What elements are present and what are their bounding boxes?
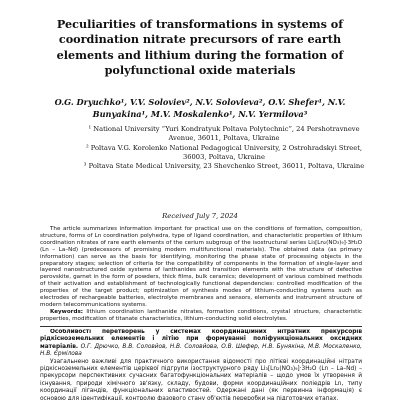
uk-title: Особливості перетворень у системах координаційних нітратних прекурсорів рідкісноземельних елементів і літію при формуванні поліфункціональних оксидних матеріалів. <box>40 329 362 350</box>
abstract-text: The article summarizes information important for practical use on the conditions of formation, composition, structure, forms of Ln coordination polyhedra, type of ligand coordination, and characteristic properties of lithium coordination nitrates of rare earth elements of the cerium subgroup of the isostructural series Li₃[Ln₂(NO₃)₉]·3H₂O (Ln – La–Nd) (predecessors of promising modern multifunctional materials). The obtained data (as primary information) can serve as the basis for identifying, monitoring the phase state of processing objects in the preparatory stages; selection of criteria for the compatibility of components in the formation of single-layer and layered nanostructured oxide systems of lanthanides and transition elements with the structure of defective perovskite, garnet in the form of powders, thick films, bulk ceramics; development of various combined methods of their activation and establishment of technologically functional dependencies: controlled modification of the properties of the target product; optimization of synthesis modes of lithium-conducting systems such as electrodes of rechargeable batteries, electrolyte membranes and sensors, elements and instrument structure of modern telecommunications systems. <box>40 226 362 308</box>
author-list: O.G. Dryuchko¹, V.V. Soloviev², N.V. Solovieva², O.V. Shefer¹, N.V. Bunyakina¹, M.V. Moskalenko¹, N.V. Yermilova³ <box>54 97 346 119</box>
received-date: Received July 7, 2024 <box>162 212 238 220</box>
ukrainian-abstract <box>40 329 362 400</box>
uk-heading <box>40 329 362 359</box>
affiliation-1: ¹ National University “Yuri Kondratyuk Poltava Polytechnic”, 24 Pershotravneve Avenue, 36011, Poltava, Ukraine <box>88 125 360 143</box>
affiliation-2: ² Poltava V.G. Korolenko National Pedagogical University, 2 Ostrohradskyi Street, 36003, Poltava, Ukraine <box>85 143 363 161</box>
abstract <box>40 226 362 323</box>
affiliation-3: ³ Poltava State Medical University, 23 Shevchenko Street, 36011, Poltava, Ukraine <box>83 162 365 171</box>
keywords-label: Keywords: <box>50 308 84 315</box>
keywords-text: lithium coordination lanthanide nitrates, formation conditions, crystal structure, characteristic properties, modification of titanate characteristics, lithium-conducting solid electrolytes. <box>40 308 362 322</box>
uk-abstract-text: Узагальнено важливі для практичного використання відомості про літієві координаційні нітрати рідкісноземельних елементів церієвої підгрупи ізоструктурного ряду Li₃[Ln₂(NO₃)₉]·3H₂O (Ln – La–Nd) – прекурсори перспективних сучасних багатофункціональних матеріалів – щодо умов їх утворення й існування, природи хімічного зв'язку, складу, будови, форми координаційних поліедрів Ln, типу координації лігандів, функціональних властивостей. Одержані дані (як первинна інформація) є основою для ідентифікації, контролю фазового стану об'єктів переробки на підготовчих етапах. <box>40 358 362 400</box>
divider <box>40 326 362 327</box>
uk-authors: О.Г. Дрючко, В.В. Соловйов, Н.В. Соловйова, О.В. Шефер, Н.В. Бунякіна, М.В. Москаленко, Н.В. Єрмілова <box>40 343 362 358</box>
keywords <box>40 309 362 323</box>
affiliations <box>78 125 370 171</box>
paper-title: Peculiarities of transformations in systems of coordination nitrate precursors of rare earth elements and lithium during the formation of polyfunctional oxide materials <box>56 17 344 78</box>
